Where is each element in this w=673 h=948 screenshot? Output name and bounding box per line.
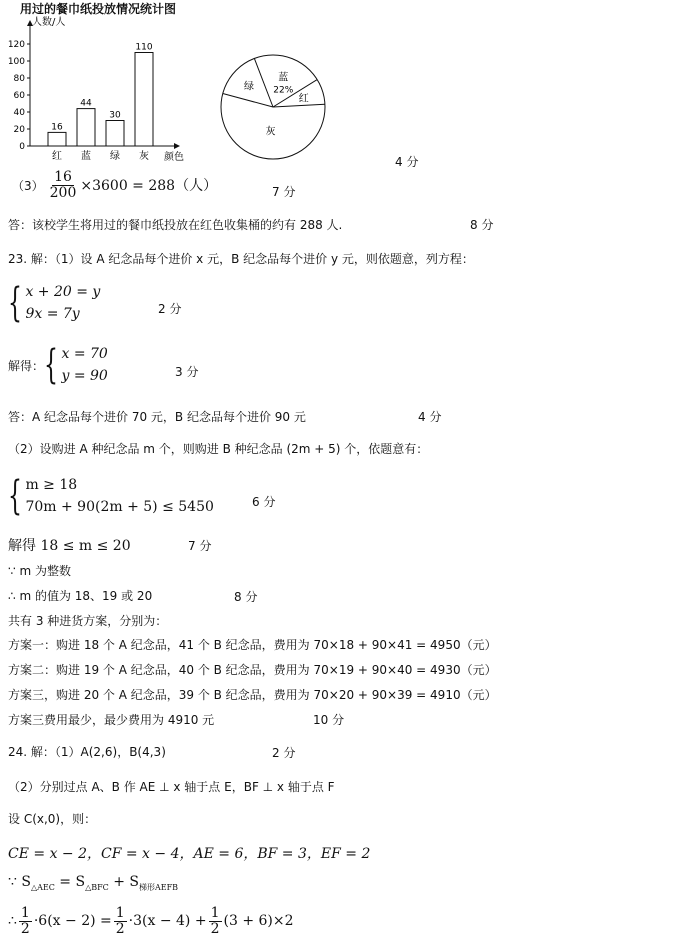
q3-num: 16 — [54, 169, 72, 185]
bar-value-label: 30 — [109, 110, 121, 121]
q24-part2: （2）分别过点 A、B 作 AE ⊥ x 轴于点 E，BF ⊥ x 轴于点 F — [8, 780, 335, 794]
q23-ineq2: 70m + 90(2m + 5) ≤ 5450 — [25, 499, 214, 515]
q23-score-4: 4 分 — [418, 410, 442, 424]
q23-plan-2: 方案二：购进 19 个 A 纪念品，40 个 B 纪念品，费用为 70×19 + 90×40 = 4930（元） — [8, 663, 497, 677]
area-sub-bfc: △BFC — [85, 882, 109, 892]
q24-let-c: 设 C(x,0)，则： — [8, 812, 97, 826]
q24-score-2: 2 分 — [272, 746, 296, 760]
q23-conclusion: 方案三费用最少，最少费用为 4910 元 — [8, 713, 215, 727]
y-tick-label: 80 — [13, 74, 25, 84]
y-tick-label: 120 — [7, 40, 25, 50]
frac2-den: 2 — [115, 920, 125, 937]
q23-plan-3: 方案三，购进 20 个 A 纪念品，39 个 B 纪念品，费用为 70×20 + 90×39 = 4910（元） — [8, 688, 497, 702]
x-axis-label: 颜色 — [164, 152, 184, 163]
y-axis-label: 人数/人 — [32, 17, 66, 28]
pie-percent-label: 22% — [273, 85, 294, 96]
area-eq: = S — [54, 874, 86, 890]
x-tick-label: 红 — [52, 151, 62, 162]
q23-score-8: 8 分 — [234, 590, 258, 604]
q23-score-2: 2 分 — [158, 302, 182, 316]
q23-range: 解得 18 ≤ m ≤ 20 — [8, 538, 131, 554]
x-axis-arrow — [174, 143, 180, 149]
left-brace: { — [44, 342, 59, 388]
q23-sol-y: y = 90 — [61, 368, 108, 384]
q3-expr: ×3600 = 288（人） — [80, 178, 218, 195]
q3-line — [12, 170, 217, 200]
area-since: ∵ S — [8, 874, 31, 890]
x-tick-label: 绿 — [110, 151, 120, 162]
q23-plan-1: 方案一：购进 18 个 A 纪念品，41 个 B 纪念品，费用为 70×18 + 90×41 = 4950（元） — [8, 638, 497, 652]
q23-score-10: 10 分 — [313, 713, 345, 727]
area-sub-aec: △AEC — [30, 882, 55, 892]
bar-value-label: 16 — [51, 122, 63, 133]
left-brace: { — [8, 280, 22, 326]
q3-fraction — [48, 170, 79, 200]
frac3-num: 1 — [210, 905, 220, 921]
area-plus: + S — [108, 874, 140, 890]
bar-chart — [6, 12, 201, 167]
y-tick-label: 40 — [13, 108, 25, 118]
y-tick-label: 20 — [13, 125, 25, 135]
q3-den: 200 — [49, 184, 77, 201]
pie-slice-label: 绿 — [244, 81, 255, 93]
q24-lengths: CE = x − 2，CF = x − 4，AE = 6，BF = 3，EF = 2 — [8, 846, 371, 862]
q23-answer-1: 答：A 纪念品每个进价 70 元，B 纪念品每个进价 90 元 — [8, 410, 306, 424]
area-sub-trapezoid: 梯形AEFB — [139, 882, 179, 892]
fraction-1 — [19, 906, 32, 936]
q24-area-relation — [8, 874, 178, 893]
bar — [77, 109, 95, 146]
bar — [106, 121, 124, 147]
q23-sol-x: x = 70 — [61, 346, 108, 362]
bar — [48, 132, 66, 146]
q23-solution — [8, 342, 108, 388]
bar-value-label: 110 — [135, 42, 153, 53]
left-brace: { — [8, 473, 22, 519]
q23-plans-intro: 共有 3 种进货方案，分别为： — [8, 614, 168, 628]
final-part1: ·6(x − 2) = — [33, 913, 112, 930]
q23-equation-system — [8, 280, 101, 326]
y-tick-label: 100 — [7, 57, 25, 67]
x-tick-label: 蓝 — [81, 151, 91, 162]
q23-since: ∵ m 为整数 — [8, 564, 71, 578]
frac1-den: 2 — [20, 920, 30, 937]
q3-score: 7 分 — [272, 185, 296, 199]
y-tick-label: 0 — [19, 142, 25, 152]
q23-score-3: 3 分 — [175, 365, 199, 379]
pie-slice-label: 灰 — [265, 126, 276, 138]
pie-chart — [215, 52, 335, 164]
y-tick-label: 60 — [13, 91, 25, 101]
q24-final-equation — [8, 906, 294, 936]
pie-score: 4 分 — [395, 155, 419, 169]
frac2-num: 1 — [115, 905, 125, 921]
answer-22-score: 8 分 — [470, 218, 494, 232]
pie-slice-label: 红 — [298, 93, 309, 105]
q23-eq1: x + 20 = y — [25, 284, 101, 300]
q23-part2: （2）设购进 A 种纪念品 m 个，则购进 B 种纪念品 (2m + 5) 个，依题意有： — [8, 442, 429, 456]
q23-ineq1: m ≥ 18 — [25, 477, 78, 493]
frac1-num: 1 — [20, 905, 30, 921]
q23-score-6: 6 分 — [252, 495, 276, 509]
pie-slice-label: 蓝 — [278, 72, 289, 84]
fraction-2 — [114, 906, 127, 936]
q23-inequality-system — [8, 473, 214, 519]
q24-part1: 24. 解：（1）A(2,6)，B(4,3) — [8, 745, 166, 759]
bar-value-label: 44 — [80, 98, 92, 109]
final-part2: ·3(x − 4) + — [128, 913, 207, 930]
q23-eq2: 9x = 7y — [25, 306, 80, 322]
chart-title: 用过的餐巾纸投放情况统计图 — [20, 2, 177, 16]
x-tick-label: 灰 — [139, 151, 149, 162]
q23-score-7: 7 分 — [188, 539, 212, 553]
fraction-3 — [209, 906, 222, 936]
q23-therefore: ∴ m 的值为 18、19 或 20 — [8, 589, 153, 603]
final-part3: (3 + 6)×2 — [223, 913, 294, 930]
q23-intro: 23. 解：（1）设 A 纪念品每个进价 x 元，B 纪念品每个进价 y 元，则依题意，列方程： — [8, 252, 474, 266]
frac3-den: 2 — [210, 920, 220, 937]
q3-prefix: （3） — [12, 178, 44, 193]
final-prefix: ∴ — [8, 913, 17, 930]
answer-22: 答：该校学生将用过的餐巾纸投放在红色收集桶的约有 288 人. — [8, 218, 343, 232]
bar — [135, 53, 153, 147]
solve-label: 解得： — [8, 358, 45, 373]
